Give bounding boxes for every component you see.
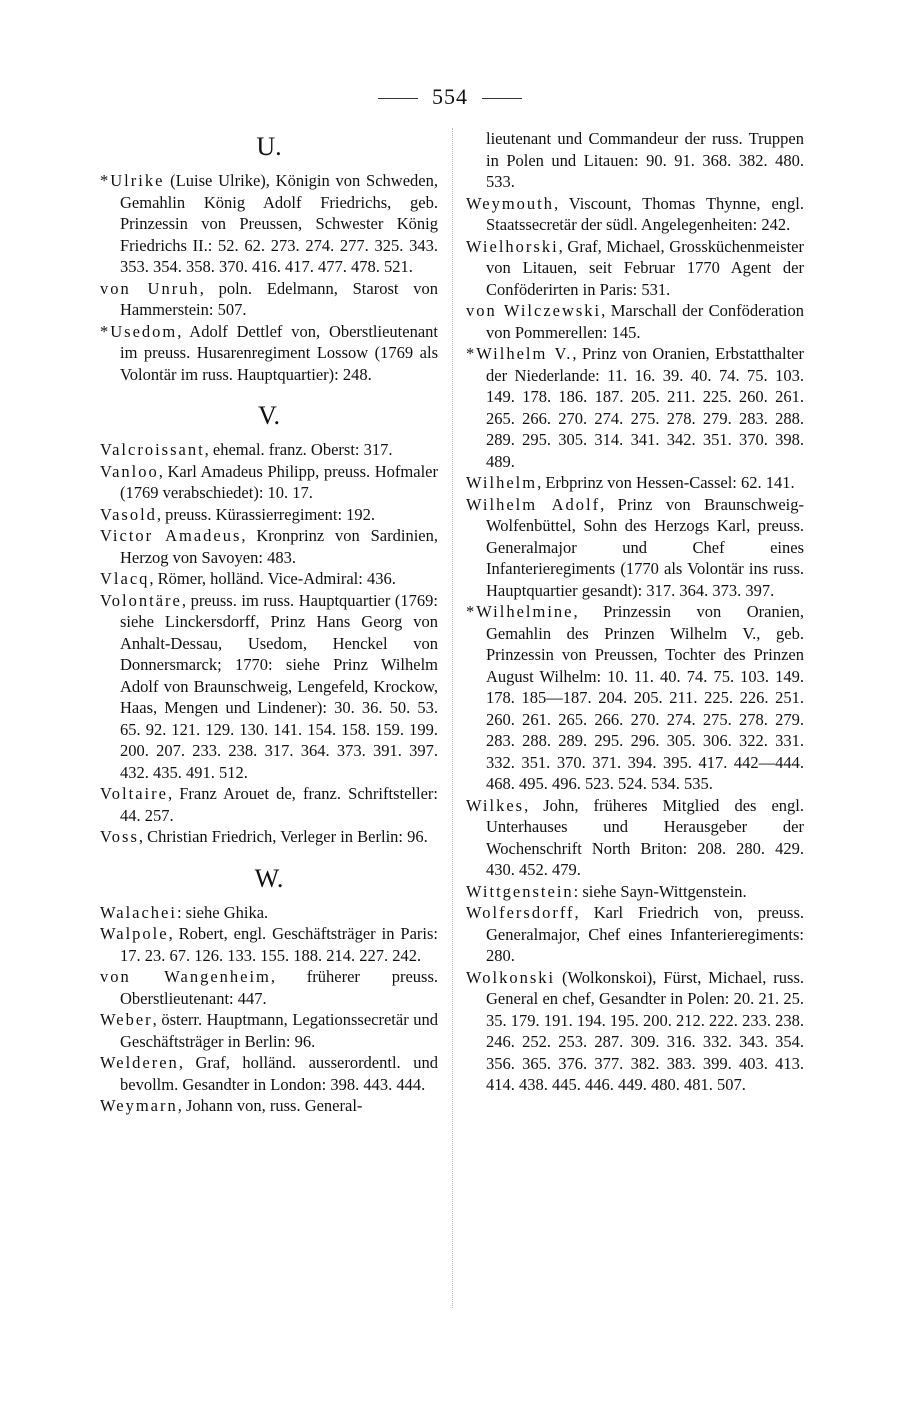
entry-name: *Wilhelmine [466,602,574,621]
entry-name: Walpole [100,924,169,943]
entry-name: Wilhelm [466,473,538,492]
index-entry [100,439,438,461]
index-entry [466,343,804,472]
right-column [466,128,804,1096]
entry-text: , Marschall der Conföderation von Pommerellen: 145. [486,301,804,342]
entry-text: , Prinzessin von Oranien, Gemahlin des Prinzen Wilhelm V., geb. Prinzessin von Preussen, Tochter des Prinzen August Wilhelm: 10. 11. 40. 74. 75. 103. 149. 178. 185—187. 204. 205. 211. 225. 226. 251. 260. 261. 265. 266. 270. 274. 275. 278. 279. 283. 288. 289. 295. 296. 305. 306. 322. 331. 332. 351. 370. 371. 394. 395. 417. 442—444. 468. 495. 496. 523. 524. 534. 535. [486,602,804,793]
entry-name: Wolkonski [466,967,556,987]
entry-name: von Wilczewski [466,301,602,320]
entry-name: Weymouth [466,193,554,213]
entry-text: : siehe Sayn-Wittgenstein. [573,881,747,901]
entry-name: Wilkes [466,795,525,815]
entry-name: von Unruh [100,278,200,298]
entry-name: Weymarn [100,1096,178,1115]
index-entry [466,601,804,795]
index-entry [466,494,804,602]
index-entry [100,278,438,321]
entry-name: Welderen [100,1053,179,1072]
entry-name: *Usedom [100,321,178,341]
index-entry [466,300,804,343]
index-entry [100,504,438,526]
page-number: 554 [432,84,468,109]
section-letter-u: U. [256,132,282,161]
entry-name: Wielhorski [466,236,559,256]
entry-name: Vlacq [100,569,150,588]
entry-text: , Erbprinz von Hessen-Cassel: 62. 141. [537,473,795,492]
entry-name: Vanloo [100,461,159,481]
index-entry [100,1009,438,1052]
index-entry [466,902,804,967]
entry-text: , Franz Arouet de, franz. Schriftsteller: 44. 257. [120,784,438,825]
index-entry [100,525,438,568]
entry-text: , Prinz von Braunschweig-Wolfenbüttel, Sohn des Herzogs Karl, preuss. Generalmajor und Chef eines Infanterieregiments (1770 als Volontär ins russ. Hauptquartier gesandt): 317. 364. 373. 397. [486,494,804,600]
entry-text: , Karl Friedrich von, preuss. Generalmajor, Chef eines Infanterieregiments: 280. [486,903,804,965]
index-entry [100,1095,438,1117]
index-entry [100,590,438,784]
index-entry [100,170,438,278]
entry-name: Walachei [100,902,177,922]
entry-name: Weber [100,1010,153,1029]
entry-name: Wittgenstein [466,881,574,901]
column-divider [452,128,453,1308]
entry-text: , Adolf Dettlef von, Oberstlieutenant im preuss. Husarenregiment Lossow (1769 als Volontär im russ. Hauptquartier): 248. [120,321,438,384]
entry-text: , Graf, holländ. ausserordentl. und bevollm. Gesandter in London: 398. 443. 444. [120,1053,438,1094]
entry-name: *Wilhelm V. [466,344,573,363]
header-rule-right [482,98,522,99]
entry-text: , Christian Friedrich, Verleger in Berlin: 96. [138,827,428,846]
entry-text: , Graf, Michael, Grossküchenmeister von Litauen, seit Februar 1770 Agent der Conföderirten in Paris: 531. [486,236,804,299]
entry-text: : siehe Ghika. [176,902,269,922]
section-letter-v: V. [258,401,280,430]
index-entry [466,795,804,881]
entry-name: Voltaire [100,784,168,803]
entry-name: Valcroissant [100,440,205,459]
entry-text: , Römer, holländ. Vice-Admiral: 436. [149,569,396,588]
index-entry [100,923,438,966]
index-entry [466,881,804,903]
entry-name: Wilhelm Adolf [466,494,601,514]
entry-name: *Ulrike [100,171,165,190]
entry-text: , Kronprinz von Sardinien, Herzog von Savoyen: 483. [120,526,438,567]
index-entry [466,193,804,236]
entry-text: (Luise Ulrike), Königin von Schweden, Gemahlin König Adolf Friedrichs, geb. Prinzessin von Preussen, Schwester König Friedrichs II.: 52. 62. 273. 274. 277. 325. 343. 353. 354. 358. 370. 416. 417. 477. 478. 521. [120,171,438,276]
index-entry [466,967,804,1096]
entry-text: , poln. Edelmann, Starost von Hammerstein: 507. [120,278,438,319]
entry-name: Victor Amadeus [100,526,242,545]
index-entry [100,1052,438,1095]
index-entry [100,966,438,1009]
entry-name: Voss [100,827,139,846]
entry-name: Volontäre [100,590,182,610]
entry-text: , Viscount, Thomas Thynne, engl. Staatssecretär der südl. Angelegenheiten: 242. [486,193,804,234]
entry-text: , John, früheres Mitglied des engl. Unterhauses und Herausgeber der Wochenschrift North Briton: 208. 280. 429. 430. 452. 479. [486,795,804,879]
entry-text: , ehemal. franz. Oberst: 317. [204,440,393,459]
index-entry [466,472,804,494]
entry-text: , Robert, engl. Geschäftsträger in Paris: 17. 23. 67. 126. 133. 155. 188. 214. 227. 242. [120,924,438,965]
entry-text: , Karl Amadeus Philipp, preuss. Hofmaler (1769 verabschiedet): 10. 17. [120,461,438,502]
entry-text: , österr. Hauptmann, Legationssecretär und Geschäftsträger in Berlin: 96. [120,1010,438,1051]
index-entry [466,236,804,301]
index-entry [100,568,438,590]
left-column [100,128,438,1117]
header-rule-left [378,98,418,99]
entry-text: , preuss. im russ. Hauptquartier (1769: siehe Linckersdorff, Prinz Hans Georg von Anhalt-Dessau, Usedom, Henckel von Donnersmarck; 1770: siehe Prinz Wilhelm Adolf von Braunschweig, Lengefeld, Krockow, Haas, Mengen und Lindener): 30. 36. 50. 53. 65. 92. 121. 129. 130. 141. 154. 158. 159. 199. 200. 207. 233. 238. 317. 364. 373. 391. 397. 432. 435. 491. 512. [120,590,438,782]
page-header [0,84,900,110]
index-entry [100,826,438,848]
entry-text: (Wolkonskoi), Fürst, Michael, russ. General en chef, Gesandter in Polen: 20. 21. 25. 35. 179. 191. 194. 195. 200. 212. 222. 233. 238. 246. 252. 253. 287. 309. 316. 332. 343. 354. 356. 365. 376. 377. 382. 383. 399. 403. 413. 414. 438. 445. 446. 449. 480. 481. 507. [486,967,804,1094]
index-entry [100,461,438,504]
entry-text: , Prinz von Oranien, Erbstatthalter der Niederlande: 11. 16. 39. 40. 74. 75. 103. 149. 178. 186. 187. 205. 211. 225. 260. 261. 265. 266. 270. 274. 275. 278. 279. 283. 288. 289. 295. 305. 314. 341. 342. 351. 370. 398. 489. [486,344,804,471]
entry-text: lieutenant und Commandeur der russ. Truppen in Polen und Litauen: 90. 91. 368. 382. 480. 533. [486,129,804,191]
index-entry [100,321,438,386]
index-entry [100,902,438,924]
index-entry [100,783,438,826]
section-letter-w: W. [254,863,284,893]
entry-text: , früherer preuss. Oberstlieutenant: 447. [120,967,438,1008]
entry-name: von Wangenheim [100,967,271,986]
entry-name: Wolfersdorff [466,903,575,922]
entry-text: , Johann von, russ. General- [177,1096,363,1115]
index-entry-continuation [466,128,804,193]
entry-text: , preuss. Kürassierregiment: 192. [156,504,376,524]
entry-name: Vasold [100,504,157,524]
